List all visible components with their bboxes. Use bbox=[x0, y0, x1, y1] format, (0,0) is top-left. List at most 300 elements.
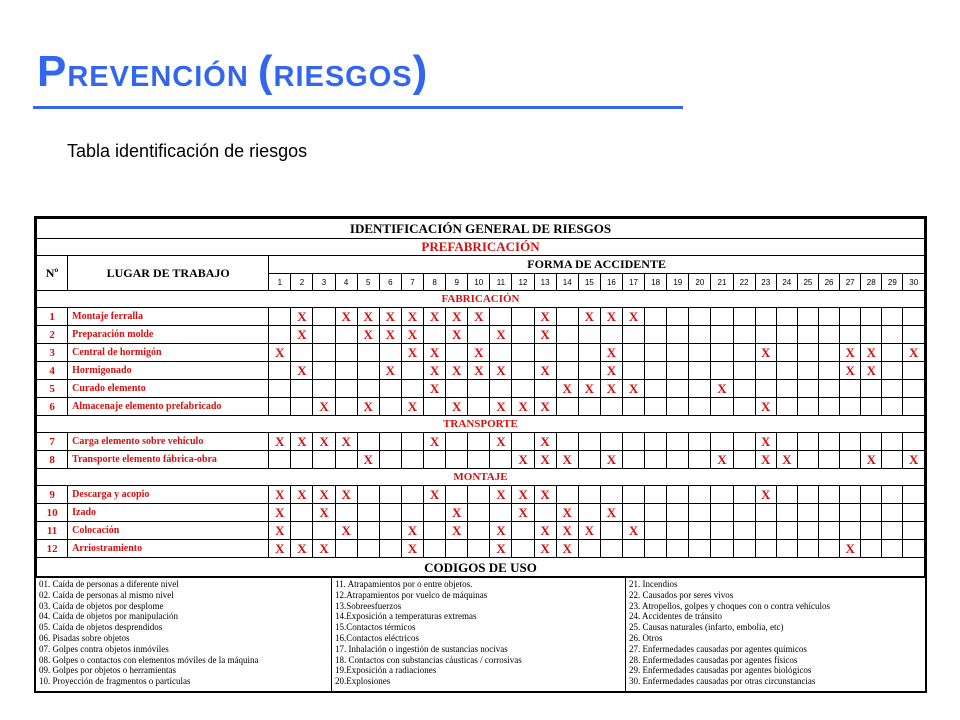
empty-cell bbox=[468, 380, 490, 398]
empty-cell bbox=[645, 433, 667, 451]
code-item: 20.Explosiones bbox=[335, 676, 391, 687]
table-row bbox=[37, 522, 925, 540]
risk-mark: X bbox=[534, 398, 556, 416]
empty-cell bbox=[733, 433, 755, 451]
code-item: 15.Contactos térmicos bbox=[335, 622, 416, 633]
risk-mark: X bbox=[401, 522, 423, 540]
empty-cell bbox=[512, 362, 534, 380]
code-item: 30. Enfermedades causadas por otras circunstancias bbox=[629, 676, 816, 687]
empty-cell bbox=[313, 344, 335, 362]
empty-cell bbox=[903, 326, 925, 344]
empty-cell bbox=[755, 362, 776, 380]
workplace-name: Izado bbox=[68, 504, 269, 522]
risk-mark: X bbox=[556, 504, 578, 522]
risk-mark: X bbox=[468, 308, 490, 326]
empty-cell bbox=[711, 362, 733, 380]
empty-cell bbox=[840, 486, 861, 504]
column-number: 7 bbox=[401, 274, 423, 291]
risk-mark: X bbox=[903, 344, 925, 362]
empty-cell bbox=[840, 308, 861, 326]
table-title-row bbox=[37, 219, 925, 239]
risk-mark: X bbox=[776, 451, 797, 469]
workplace-name: Almacenaje elemento prefabricado bbox=[68, 398, 269, 416]
column-number: 17 bbox=[623, 274, 645, 291]
empty-cell bbox=[490, 504, 512, 522]
empty-cell bbox=[711, 398, 733, 416]
title-part-1: REVENCIÓN bbox=[67, 61, 258, 93]
empty-cell bbox=[556, 486, 578, 504]
column-number: 6 bbox=[379, 274, 401, 291]
risk-mark: X bbox=[711, 380, 733, 398]
empty-cell bbox=[711, 504, 733, 522]
code-item: 29. Enfermedades causadas por agentes biológicos bbox=[629, 665, 812, 676]
risk-mark: X bbox=[578, 380, 600, 398]
code-item: 27. Enfermedades causadas por agentes químicos bbox=[629, 643, 807, 654]
empty-cell bbox=[903, 380, 925, 398]
column-number: 10 bbox=[468, 274, 490, 291]
empty-cell bbox=[600, 433, 622, 451]
code-item: 05. Caída de objetos desprendidos bbox=[39, 622, 163, 633]
risk-mark: X bbox=[840, 362, 861, 380]
risk-mark: X bbox=[357, 326, 379, 344]
codes-column bbox=[332, 577, 626, 693]
empty-cell bbox=[623, 362, 645, 380]
empty-cell bbox=[578, 433, 600, 451]
column-number: 9 bbox=[446, 274, 468, 291]
empty-cell bbox=[733, 451, 755, 469]
empty-cell bbox=[578, 504, 600, 522]
empty-cell bbox=[600, 540, 622, 558]
risk-mark: X bbox=[556, 522, 578, 540]
empty-cell bbox=[733, 308, 755, 326]
risk-mark: X bbox=[313, 398, 335, 416]
empty-cell bbox=[600, 522, 622, 540]
empty-cell bbox=[818, 540, 839, 558]
risk-mark: X bbox=[269, 540, 291, 558]
empty-cell bbox=[755, 540, 776, 558]
code-item: 07. Golpes contra objetos inmóviles bbox=[39, 643, 169, 654]
empty-cell bbox=[861, 308, 882, 326]
empty-cell bbox=[733, 362, 755, 380]
empty-cell bbox=[861, 522, 882, 540]
empty-cell bbox=[490, 344, 512, 362]
risk-mark: X bbox=[424, 433, 446, 451]
risk-mark: X bbox=[446, 326, 468, 344]
empty-cell bbox=[711, 326, 733, 344]
empty-cell bbox=[534, 344, 556, 362]
workplace-name: Montaje ferralla bbox=[68, 308, 269, 326]
empty-cell bbox=[512, 326, 534, 344]
column-number: 2 bbox=[291, 274, 313, 291]
title-part-2: RIESGOS bbox=[273, 61, 413, 93]
risk-mark: X bbox=[600, 308, 622, 326]
empty-cell bbox=[578, 362, 600, 380]
risk-mark: X bbox=[490, 398, 512, 416]
column-number: 1 bbox=[269, 274, 291, 291]
risk-mark: X bbox=[556, 451, 578, 469]
code-item: 28. Enfermedades causadas por agentes físicos bbox=[629, 654, 798, 665]
risk-mark: X bbox=[269, 522, 291, 540]
risk-mark: X bbox=[600, 451, 622, 469]
empty-cell bbox=[840, 451, 861, 469]
empty-cell bbox=[776, 362, 797, 380]
empty-cell bbox=[882, 362, 903, 380]
empty-cell bbox=[882, 504, 903, 522]
group-row bbox=[37, 469, 925, 486]
codes-column bbox=[36, 577, 332, 693]
empty-cell bbox=[468, 326, 490, 344]
workplace-name: Colocación bbox=[68, 522, 269, 540]
empty-cell bbox=[379, 433, 401, 451]
empty-cell bbox=[776, 308, 797, 326]
empty-cell bbox=[468, 486, 490, 504]
empty-cell bbox=[512, 308, 534, 326]
column-number: 4 bbox=[335, 274, 357, 291]
empty-cell bbox=[667, 326, 689, 344]
risk-mark: X bbox=[840, 344, 861, 362]
empty-cell bbox=[313, 308, 335, 326]
empty-cell bbox=[667, 344, 689, 362]
empty-cell bbox=[689, 504, 711, 522]
empty-cell bbox=[313, 362, 335, 380]
section-row bbox=[37, 239, 925, 256]
empty-cell bbox=[818, 522, 839, 540]
empty-cell bbox=[903, 540, 925, 558]
column-number: 21 bbox=[711, 274, 733, 291]
workplace-name: Descarga y acopio bbox=[68, 486, 269, 504]
table-row bbox=[37, 504, 925, 522]
empty-cell bbox=[313, 326, 335, 344]
empty-cell bbox=[490, 451, 512, 469]
risk-mark: X bbox=[600, 380, 622, 398]
risk-mark: X bbox=[424, 344, 446, 362]
risk-mark: X bbox=[556, 540, 578, 558]
empty-cell bbox=[490, 308, 512, 326]
table-row bbox=[37, 486, 925, 504]
code-item: 23. Atropellos, golpes y choques con o contra vehículos bbox=[629, 600, 830, 611]
empty-cell bbox=[733, 380, 755, 398]
risk-mark: X bbox=[446, 522, 468, 540]
empty-cell bbox=[882, 380, 903, 398]
forma-header: FORMA DE ACCIDENTE bbox=[269, 256, 925, 274]
risk-mark: X bbox=[446, 362, 468, 380]
workplace-name: Arriostramiento bbox=[68, 540, 269, 558]
empty-cell bbox=[818, 486, 839, 504]
empty-cell bbox=[667, 486, 689, 504]
risk-mark: X bbox=[534, 433, 556, 451]
risk-mark: X bbox=[335, 486, 357, 504]
title-paren-open: ( bbox=[257, 47, 274, 96]
no-header: Nº bbox=[37, 256, 68, 291]
risk-mark: X bbox=[578, 522, 600, 540]
empty-cell bbox=[600, 326, 622, 344]
risk-mark: X bbox=[534, 540, 556, 558]
empty-cell bbox=[335, 344, 357, 362]
empty-cell bbox=[755, 308, 776, 326]
risk-mark: X bbox=[490, 362, 512, 380]
empty-cell bbox=[313, 522, 335, 540]
empty-cell bbox=[797, 451, 818, 469]
risk-mark: X bbox=[755, 398, 776, 416]
table-row bbox=[37, 540, 925, 558]
empty-cell bbox=[291, 451, 313, 469]
empty-cell bbox=[556, 326, 578, 344]
risk-mark: X bbox=[755, 344, 776, 362]
risk-mark: X bbox=[534, 308, 556, 326]
empty-cell bbox=[882, 326, 903, 344]
empty-cell bbox=[335, 540, 357, 558]
risk-mark: X bbox=[755, 486, 776, 504]
lugar-header: LUGAR DE TRABAJO bbox=[68, 256, 269, 291]
empty-cell bbox=[818, 308, 839, 326]
empty-cell bbox=[755, 504, 776, 522]
risk-mark: X bbox=[512, 451, 534, 469]
risk-mark: X bbox=[534, 362, 556, 380]
empty-cell bbox=[401, 504, 423, 522]
empty-cell bbox=[797, 522, 818, 540]
empty-cell bbox=[446, 540, 468, 558]
empty-cell bbox=[578, 398, 600, 416]
code-item: 22. Causados por seres vivos bbox=[629, 589, 734, 600]
risk-mark: X bbox=[600, 504, 622, 522]
empty-cell bbox=[512, 433, 534, 451]
empty-cell bbox=[733, 504, 755, 522]
risk-mark: X bbox=[755, 433, 776, 451]
empty-cell bbox=[424, 522, 446, 540]
code-item: 17. Inhalación o ingestión de sustancias nocivas bbox=[335, 643, 508, 654]
empty-cell bbox=[755, 522, 776, 540]
title-underline bbox=[33, 106, 683, 109]
empty-cell bbox=[733, 326, 755, 344]
page-title bbox=[37, 47, 429, 96]
risk-mark: X bbox=[446, 504, 468, 522]
risk-mark: X bbox=[291, 326, 313, 344]
table-row bbox=[37, 362, 925, 380]
empty-cell bbox=[776, 522, 797, 540]
group-title: MONTAJE bbox=[37, 469, 925, 486]
empty-cell bbox=[903, 398, 925, 416]
code-item: 13.Sobreesfuerzos bbox=[335, 600, 402, 611]
empty-cell bbox=[667, 398, 689, 416]
risk-mark: X bbox=[512, 504, 534, 522]
empty-cell bbox=[882, 540, 903, 558]
risk-mark: X bbox=[903, 451, 925, 469]
empty-cell bbox=[689, 344, 711, 362]
risk-mark: X bbox=[861, 451, 882, 469]
risk-mark: X bbox=[490, 522, 512, 540]
empty-cell bbox=[379, 504, 401, 522]
empty-cell bbox=[291, 344, 313, 362]
risk-mark: X bbox=[401, 326, 423, 344]
code-item: 11. Atrapamientos por o entre objetos. bbox=[335, 579, 473, 589]
risk-mark: X bbox=[424, 362, 446, 380]
empty-cell bbox=[269, 362, 291, 380]
row-number: 11 bbox=[37, 522, 68, 540]
risk-mark: X bbox=[424, 486, 446, 504]
group-row bbox=[37, 416, 925, 433]
risk-mark: X bbox=[357, 451, 379, 469]
empty-cell bbox=[840, 380, 861, 398]
column-number: 15 bbox=[578, 274, 600, 291]
empty-cell bbox=[711, 344, 733, 362]
empty-cell bbox=[797, 344, 818, 362]
empty-cell bbox=[882, 308, 903, 326]
empty-cell bbox=[689, 433, 711, 451]
workplace-name: Central de hormigón bbox=[68, 344, 269, 362]
empty-cell bbox=[291, 398, 313, 416]
column-number: 12 bbox=[512, 274, 534, 291]
workplace-name: Curado elemento bbox=[68, 380, 269, 398]
column-number: 16 bbox=[600, 274, 622, 291]
empty-cell bbox=[689, 380, 711, 398]
row-number: 9 bbox=[37, 486, 68, 504]
table-title: IDENTIFICACIÓN GENERAL DE RIESGOS bbox=[37, 219, 925, 239]
header-row bbox=[37, 256, 925, 274]
risk-mark: X bbox=[600, 362, 622, 380]
codes-column bbox=[626, 577, 925, 693]
risk-mark: X bbox=[313, 540, 335, 558]
empty-cell bbox=[556, 362, 578, 380]
empty-cell bbox=[797, 486, 818, 504]
risk-mark: X bbox=[534, 326, 556, 344]
empty-cell bbox=[490, 380, 512, 398]
workplace-name: Hormigonado bbox=[68, 362, 269, 380]
empty-cell bbox=[446, 344, 468, 362]
risk-mark: X bbox=[424, 308, 446, 326]
risk-mark: X bbox=[578, 308, 600, 326]
empty-cell bbox=[401, 362, 423, 380]
empty-cell bbox=[776, 540, 797, 558]
column-number: 13 bbox=[534, 274, 556, 291]
empty-cell bbox=[556, 308, 578, 326]
empty-cell bbox=[667, 504, 689, 522]
empty-cell bbox=[446, 433, 468, 451]
column-number: 14 bbox=[556, 274, 578, 291]
group-title: FABRICACIÓN bbox=[37, 291, 925, 308]
empty-cell bbox=[776, 398, 797, 416]
column-number: 22 bbox=[733, 274, 755, 291]
code-item: 01. Caída de personas a diferente nivel bbox=[39, 579, 179, 589]
risk-mark: X bbox=[623, 522, 645, 540]
row-number: 1 bbox=[37, 308, 68, 326]
empty-cell bbox=[689, 540, 711, 558]
empty-cell bbox=[711, 540, 733, 558]
empty-cell bbox=[645, 486, 667, 504]
empty-cell bbox=[776, 433, 797, 451]
risk-mark: X bbox=[711, 451, 733, 469]
empty-cell bbox=[401, 433, 423, 451]
risk-mark: X bbox=[269, 504, 291, 522]
empty-cell bbox=[903, 504, 925, 522]
column-number: 27 bbox=[840, 274, 861, 291]
empty-cell bbox=[818, 504, 839, 522]
empty-cell bbox=[667, 522, 689, 540]
code-item: 06. Pisadas sobre objetos bbox=[39, 632, 130, 643]
row-number: 7 bbox=[37, 433, 68, 451]
empty-cell bbox=[645, 504, 667, 522]
empty-cell bbox=[424, 398, 446, 416]
risk-mark: X bbox=[424, 380, 446, 398]
code-item: 18. Contactos con substancias cáusticas / corrosivas bbox=[335, 654, 522, 665]
code-item: 08. Golpes o contactos con elementos móviles de la máquina bbox=[39, 654, 259, 665]
column-number: 5 bbox=[357, 274, 379, 291]
empty-cell bbox=[882, 451, 903, 469]
empty-cell bbox=[797, 540, 818, 558]
empty-cell bbox=[755, 326, 776, 344]
risk-mark: X bbox=[291, 308, 313, 326]
column-number: 3 bbox=[313, 274, 335, 291]
empty-cell bbox=[840, 522, 861, 540]
empty-cell bbox=[468, 540, 490, 558]
risk-mark: X bbox=[600, 344, 622, 362]
empty-cell bbox=[776, 344, 797, 362]
empty-cell bbox=[797, 308, 818, 326]
risk-mark: X bbox=[313, 486, 335, 504]
empty-cell bbox=[797, 362, 818, 380]
risk-mark: X bbox=[379, 326, 401, 344]
empty-cell bbox=[818, 451, 839, 469]
empty-cell bbox=[818, 326, 839, 344]
row-number: 10 bbox=[37, 504, 68, 522]
empty-cell bbox=[424, 326, 446, 344]
empty-cell bbox=[468, 398, 490, 416]
empty-cell bbox=[578, 486, 600, 504]
empty-cell bbox=[357, 380, 379, 398]
empty-cell bbox=[556, 344, 578, 362]
risk-mark: X bbox=[335, 433, 357, 451]
empty-cell bbox=[269, 326, 291, 344]
empty-cell bbox=[468, 504, 490, 522]
risk-mark: X bbox=[335, 308, 357, 326]
table-row bbox=[37, 451, 925, 469]
risk-mark: X bbox=[313, 504, 335, 522]
empty-cell bbox=[645, 362, 667, 380]
group-row bbox=[37, 291, 925, 308]
empty-cell bbox=[840, 326, 861, 344]
empty-cell bbox=[861, 326, 882, 344]
empty-cell bbox=[903, 486, 925, 504]
empty-cell bbox=[446, 451, 468, 469]
code-item: 03. Caída de objetos por desplome bbox=[39, 600, 164, 611]
empty-cell bbox=[468, 451, 490, 469]
empty-cell bbox=[776, 486, 797, 504]
empty-cell bbox=[623, 504, 645, 522]
column-number: 26 bbox=[818, 274, 839, 291]
risk-mark: X bbox=[490, 486, 512, 504]
row-number: 6 bbox=[37, 398, 68, 416]
empty-cell bbox=[335, 362, 357, 380]
empty-cell bbox=[623, 398, 645, 416]
empty-cell bbox=[578, 540, 600, 558]
empty-cell bbox=[357, 344, 379, 362]
empty-cell bbox=[512, 540, 534, 558]
empty-cell bbox=[512, 344, 534, 362]
code-item: 10. Proyección de fragmentos o partículas bbox=[39, 676, 191, 687]
empty-cell bbox=[861, 504, 882, 522]
empty-cell bbox=[512, 380, 534, 398]
empty-cell bbox=[645, 398, 667, 416]
empty-cell bbox=[840, 504, 861, 522]
risk-mark: X bbox=[357, 308, 379, 326]
workplace-name: Transporte elemento fábrica-obra bbox=[68, 451, 269, 469]
empty-cell bbox=[446, 486, 468, 504]
empty-cell bbox=[379, 540, 401, 558]
empty-cell bbox=[689, 486, 711, 504]
empty-cell bbox=[379, 398, 401, 416]
row-number: 8 bbox=[37, 451, 68, 469]
empty-cell bbox=[689, 398, 711, 416]
empty-cell bbox=[556, 398, 578, 416]
